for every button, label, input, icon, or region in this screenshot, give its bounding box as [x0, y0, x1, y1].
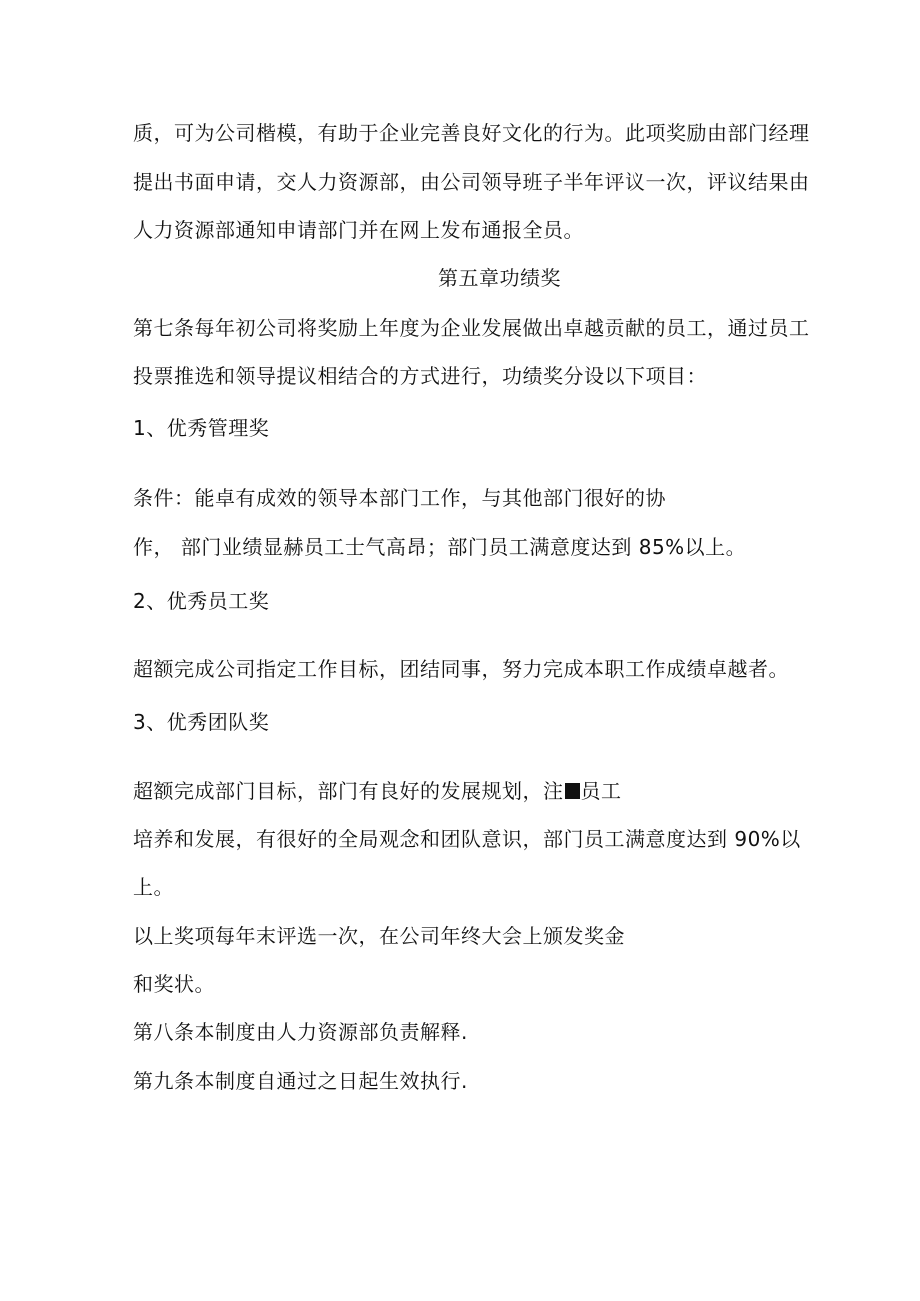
line-text-before: 超额完成部门目标，部门有良好的发展规划，注 — [133, 779, 564, 803]
paragraph-line: 超额完成公司指定工作目标，团结同事，努力完成本职工作成绩卓越者。 — [133, 657, 789, 681]
paragraph-line: 和奖状。 — [133, 972, 215, 996]
paragraph-line: 条件：能卓有成效的领导本部门工作，与其他部门很好的协 — [133, 486, 666, 510]
placeholder-glyph — [565, 783, 580, 799]
section-heading: 2、优秀员工奖 — [133, 589, 270, 613]
paragraph-line: 以上奖项每年末评选一次，在公司年终大会上颁发奖金 — [133, 924, 625, 948]
paragraph-line: 提出书面申请，交人力资源部，由公司领导班子半年评议一次，评议结果由 — [133, 170, 810, 194]
paragraph-line: 第九条本制度自通过之日起生效执行. — [133, 1069, 468, 1093]
paragraph-line — [133, 777, 622, 805]
paragraph-line: 投票推选和领导提议相结合的方式进行，功绩奖分设以下项目： — [133, 364, 707, 388]
paragraph-line: 第七条每年初公司将奖励上年度为企业发展做出卓越贡献的员工，通过员工 — [133, 316, 810, 340]
paragraph-line: 上。 — [133, 875, 174, 899]
paragraph-line: 人力资源部通知申请部门并在网上发布通报全员。 — [133, 218, 584, 242]
paragraph-line: 作， 部门业绩显赫员工士气高昂；部门员工满意度达到 85%以上。 — [133, 535, 747, 559]
paragraph-line: 第八条本制度由人力资源部负责解释. — [133, 1020, 468, 1044]
section-heading: 3、优秀团队奖 — [133, 710, 270, 734]
section-heading: 1、优秀管理奖 — [133, 416, 270, 440]
line-text-after: 员工 — [580, 779, 622, 803]
paragraph-line: 培养和发展，有很好的全局观念和团队意识，部门员工满意度达到 90%以 — [133, 827, 801, 851]
chapter-heading: 第五章功绩奖 — [438, 266, 561, 290]
paragraph-line: 质，可为公司楷模，有助于企业完善良好文化的行为。此项奖励由部门经理 — [133, 121, 810, 145]
